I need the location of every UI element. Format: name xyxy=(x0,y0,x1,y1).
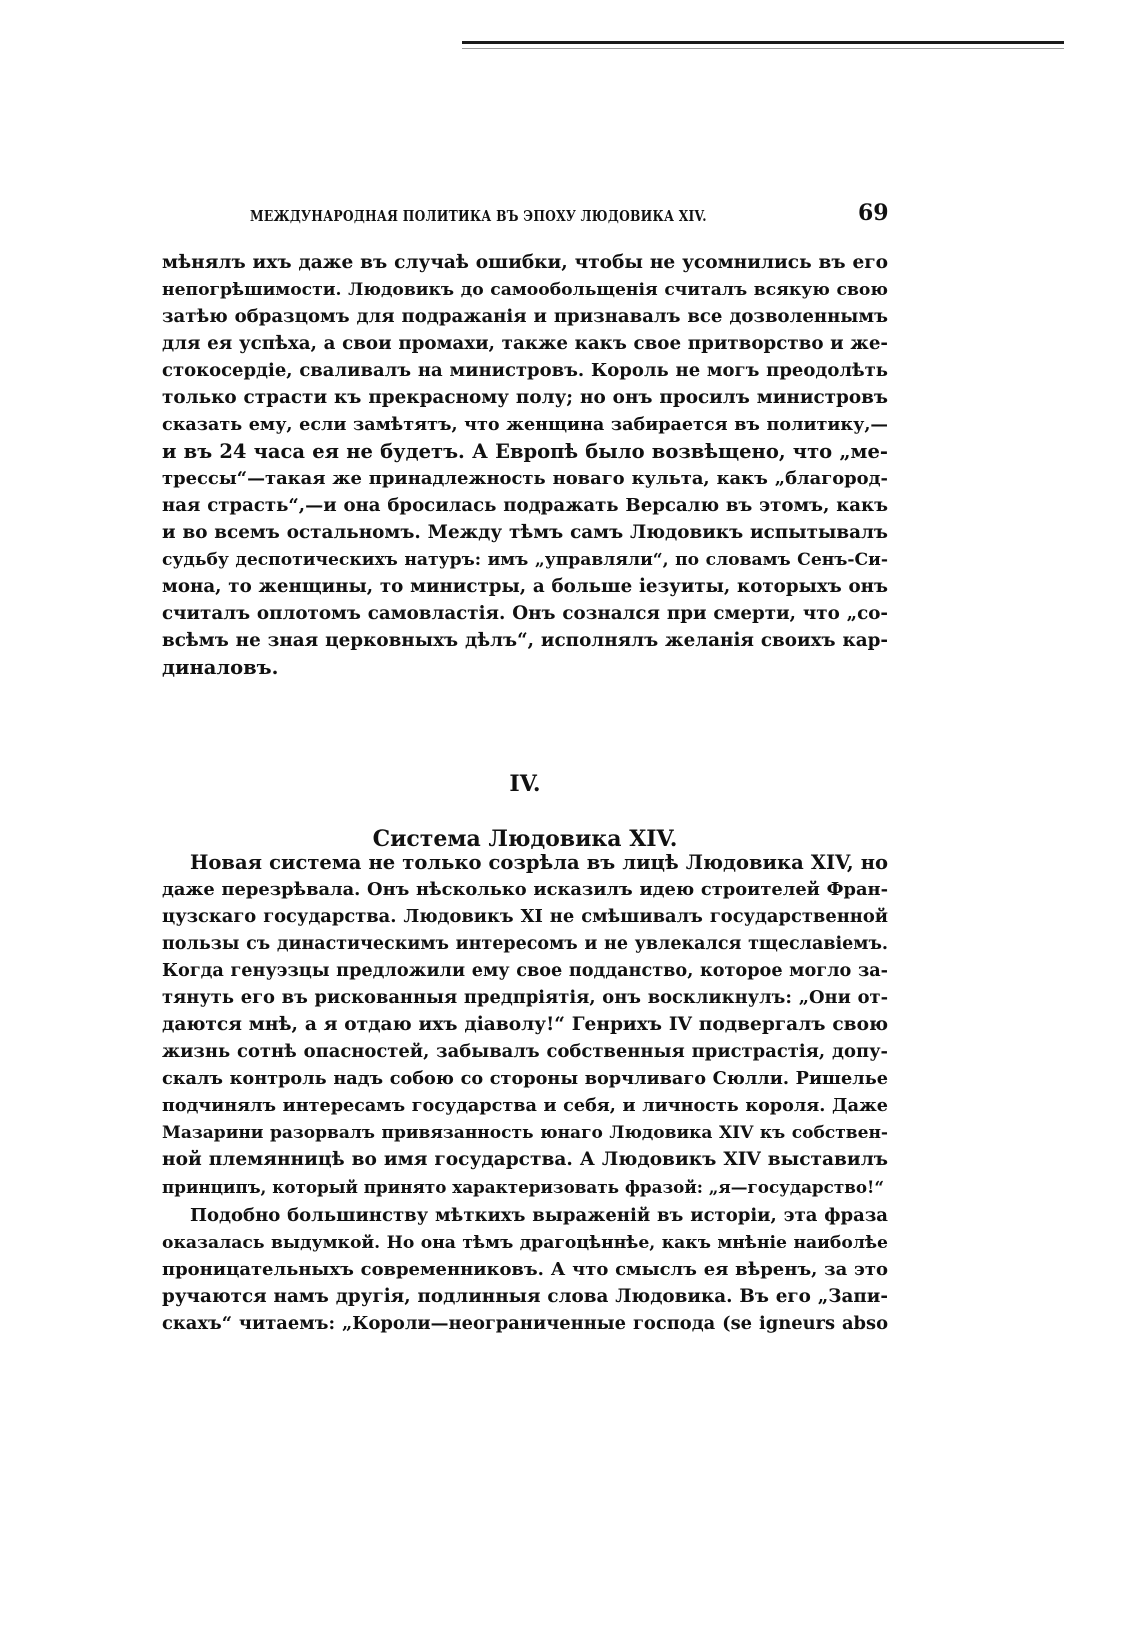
text-line: жизнь сотнѣ опасностей, забывалъ собственныя пристрастія, допу- xyxy=(162,1041,888,1062)
section-number: IV. xyxy=(509,771,541,797)
text-line: оказалась выдумкой. Но она тѣмъ драгоцѣннѣе, какъ мнѣніе наиболѣе xyxy=(162,1233,888,1253)
text-line: Новая система не только созрѣла въ лицѣ Людовика XIV, но xyxy=(190,851,888,874)
top-rule xyxy=(462,41,1064,44)
text-line: Мазарини разорвалъ привязанность юнаго Людовика XIV къ собствен- xyxy=(162,1123,888,1143)
text-line: непогрѣшимости. Людовикъ до самообольщенія считалъ всякую свою xyxy=(162,280,888,300)
text-line: стокосердіе, сваливалъ на министровъ. Король не могъ преодолѣть xyxy=(162,360,888,381)
text-line: скалъ контроль надъ собою со стороны ворчливаго Сюлли. Ришелье xyxy=(162,1068,888,1089)
text-line: Когда генуэзцы предложили ему свое подданство, которое могло за- xyxy=(162,960,888,981)
text-line: тянуть его въ рискованныя предпріятія, онъ воскликнулъ: „Они от- xyxy=(162,987,888,1008)
text-line: сказать ему, если замѣтятъ, что женщина забирается въ политику,— xyxy=(162,415,888,435)
text-line: ручаются намъ другія, подлинныя слова Людовика. Въ его „Запи- xyxy=(162,1286,888,1307)
text-line: для ея успѣха, а свои промахи, также какъ свое притворство и же- xyxy=(162,333,888,354)
top-rule-thin xyxy=(462,48,1064,49)
text-line: затѣю образцомъ для подражанія и признавалъ все дозволеннымъ xyxy=(162,306,888,327)
running-head: МЕЖДУНАРОДНАЯ ПОЛИТИКА ВЪ ЭПОХУ ЛЮДОВИКА XIV. xyxy=(250,207,707,225)
text-line: цузскаго государства. Людовикъ XI не смѣшивалъ государственной xyxy=(162,906,888,927)
text-line: ной племянницѣ во имя государства. А Людовикъ XIV выставилъ xyxy=(162,1149,888,1170)
text-line: и во всемъ остальномъ. Между тѣмъ самъ Людовикъ испытывалъ xyxy=(162,522,888,543)
text-line: всѣмъ не зная церковныхъ дѣлъ“, исполнялъ желанія своихъ кар- xyxy=(162,630,888,651)
text-line: даются мнѣ, а я отдаю ихъ діаволу!“ Генрихъ IV подвергалъ свою xyxy=(162,1014,888,1035)
text-line: скахъ“ читаемъ: „Короли—неограниченные господа (se igneurs abso xyxy=(162,1313,888,1334)
section-title: Система Людовика XIV. xyxy=(372,826,678,852)
text-line: считалъ оплотомъ самовластія. Онъ сознался при смерти, что „со- xyxy=(162,603,888,624)
text-line: мѣнялъ ихъ даже въ случаѣ ошибки, чтобы не усомнились въ его xyxy=(162,252,888,273)
text-line: подчинялъ интересамъ государства и себя, и личность короля. Даже xyxy=(162,1095,888,1116)
text-line: и въ 24 часа ея не будетъ. А Европѣ было возвѣщено, что „ме- xyxy=(162,440,888,463)
text-line: только страсти къ прекрасному полу; но онъ просилъ министровъ xyxy=(162,387,888,408)
text-line: трессы“—такая же принадлежность новаго культа, какъ „благород- xyxy=(162,468,888,489)
text-line: пользы съ династическимъ интересомъ и не увлекался тщеславіемъ. xyxy=(162,934,888,954)
page-number: 69 xyxy=(858,200,889,226)
text-line: ная страсть“,—и она бросилась подражать Версалю въ этомъ, какъ xyxy=(162,495,888,516)
text-line: принципъ, который принято характеризовать фразой: „я—государство!“ xyxy=(162,1177,885,1197)
text-line: мона, то женщины, то министры, а больше іезуиты, которыхъ онъ xyxy=(162,576,888,597)
text-line: Подобно большинству мѣткихъ выраженій въ исторіи, эта фраза xyxy=(190,1205,888,1226)
text-line: проницательныхъ современниковъ. А что смыслъ ея вѣренъ, за это xyxy=(162,1259,888,1280)
text-line: даже перезрѣвала. Онъ нѣсколько исказилъ идею строителей Фран- xyxy=(162,879,888,900)
text-line: диналовъ. xyxy=(162,656,279,679)
text-line: судьбу деспотическихъ натуръ: имъ „управляли“, по словамъ Сенъ-Си- xyxy=(162,550,888,570)
